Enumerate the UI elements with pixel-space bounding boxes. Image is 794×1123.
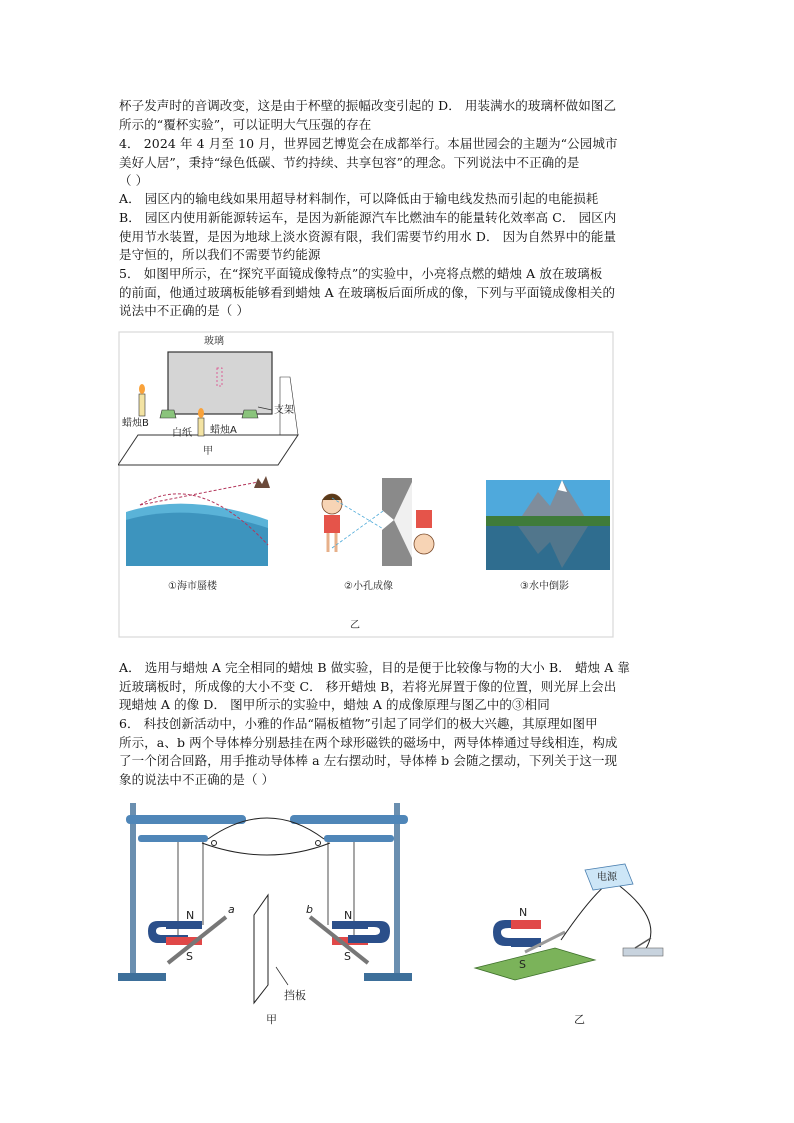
q6-figure-jia bbox=[118, 795, 418, 1030]
q3-line-1: 杯子发声时的音调改变，这是由于杯壁的振幅改变引起的 D． 用装满水的玻璃杯做如图乙 bbox=[119, 98, 617, 113]
stand-label: 支架 bbox=[274, 405, 294, 416]
caption-reflection: ③水中倒影 bbox=[520, 581, 569, 592]
rod-a-label: a bbox=[228, 903, 235, 916]
q4-option-b: B． 园区内使用新能源转运车，是因为新能源汽车比燃油车的能量转化效率高 C． 园区内 bbox=[119, 210, 617, 225]
fig-jia-label-q6: 甲 bbox=[266, 1013, 277, 1026]
q4-answer-blank: （ ） bbox=[119, 173, 149, 188]
q6-stem-4: 象的说法中不正确的是（ ） bbox=[119, 772, 275, 787]
magnet-s-right: S bbox=[344, 950, 351, 963]
rod-b-label: b bbox=[306, 903, 313, 916]
board-label: 挡板 bbox=[284, 989, 306, 1002]
magnet-n-left: N bbox=[186, 909, 195, 922]
candle-a-label: 蜡烛A bbox=[210, 425, 237, 436]
glass-label: 玻璃 bbox=[204, 336, 224, 347]
fig-jia-label: 甲 bbox=[203, 446, 213, 457]
q6-stem-2: 所示，a、b 两个导体棒分别悬挂在两个球形磁铁的磁场中，两导体棒通过导线相连，构成 bbox=[119, 735, 618, 750]
q5-stem-2: 的前面，他通过玻璃板能够看到蜡烛 A 在玻璃板后面所成的像，下列与平面镜成像相关的 bbox=[119, 285, 616, 300]
q5-figure bbox=[118, 330, 614, 640]
q5-stem-3: 说法中不正确的是（ ） bbox=[119, 303, 250, 318]
magnet-s-left: S bbox=[186, 950, 193, 963]
white-paper-label: 白纸 bbox=[172, 428, 192, 439]
q5-option-line-3: 现蜡烛 A 的像 D． 图甲所示的实验中，蜡烛 A 的成像原理与图乙中的③相同 bbox=[119, 697, 550, 712]
q4-option-c: 使用节水装置，是因为地球上淡水资源有限，我们需要节约用水 D． 因为自然界中的能量 bbox=[119, 229, 617, 244]
caption-pinhole: ②小孔成像 bbox=[344, 581, 393, 592]
q6-figure-yi bbox=[465, 860, 680, 1030]
q4-stem-2: 美好人居”，秉持“绿色低碳、节约持续、共享包容”的理念。下列说法中不正确的是 bbox=[119, 155, 580, 170]
q4-option-a: A． 园区内的输电线如果用超导材料制作，可以降低由于输电线发热而引起的电能损耗 bbox=[119, 191, 599, 206]
fig-yi-label: 乙 bbox=[350, 620, 360, 631]
q5-stem-1: 5． 如图甲所示，在“探究平面镜成像特点”的实验中，小亮将点燃的蜡烛 A 放在玻璃板 bbox=[119, 266, 603, 281]
candle-b-label: 蜡烛B bbox=[122, 418, 149, 429]
q5-option-line-2: 近玻璃板时，所成像的大小不变 C． 移开蜡烛 B，若将光屏置于像的位置，则光屏上会出 bbox=[119, 679, 617, 694]
q3-line-2: 所示的“覆杯实验”，可以证明大气压强的存在 bbox=[119, 117, 372, 132]
q4-stem-1: 4． 2024 年 4 月至 10 月，世界园艺博览会在成都举行。本届世园会的主题为“公园城市 bbox=[119, 136, 618, 151]
q5-option-line-1: A． 选用与蜡烛 A 完全相同的蜡烛 B 做实验，目的是便于比较像与物的大小 B． 蜡烛 A 靠 bbox=[119, 660, 631, 675]
magnet-n-right: N bbox=[344, 909, 353, 922]
magnet-s-yi: S bbox=[519, 958, 526, 971]
q4-option-d: 是守恒的，所以我们不需要节约能源 bbox=[119, 247, 321, 262]
q6-stem-1: 6． 科技创新活动中，小雅的作品“隔板植物”引起了同学们的极大兴趣，其原理如图甲 bbox=[119, 716, 598, 731]
fig-yi-label-q6: 乙 bbox=[574, 1013, 585, 1026]
magnet-n-yi: N bbox=[519, 906, 528, 919]
q6-stem-3: 了一个闭合回路，用手推动导体棒 a 左右摆动时，导体棒 b 会随之摆动，下列关于这一现 bbox=[119, 753, 618, 768]
caption-mirage: ①海市蜃楼 bbox=[168, 581, 217, 592]
power-label: 电源 bbox=[597, 872, 617, 883]
